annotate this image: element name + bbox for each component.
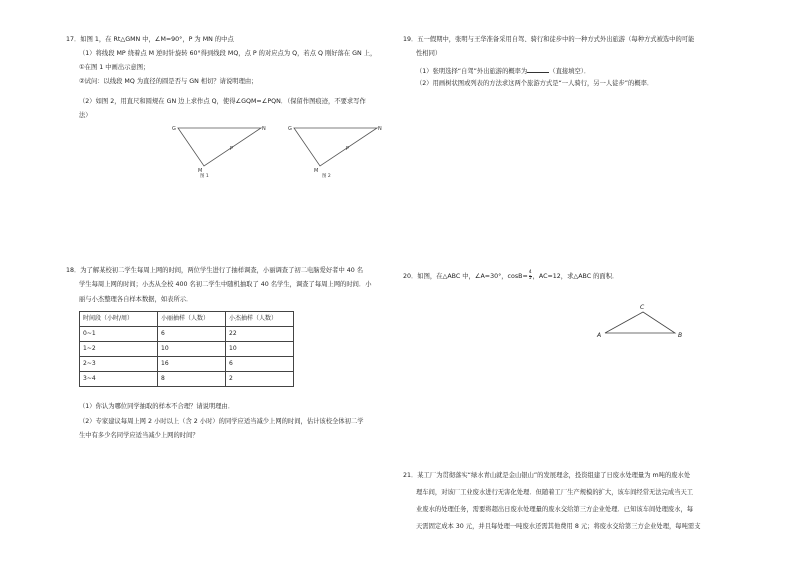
q18-line-3: 丽与小杰整理各自样本数据，如表所示． (79, 296, 193, 303)
q20-text: 20．如图，在△ABC 中，∠A=30°，cosB= (403, 273, 528, 281)
q19-sub-1-text: （1）张明选择“自驾”外出旅游的概率为 (416, 68, 528, 75)
table-row (80, 327, 294, 342)
q21-line-2: 理车间，对该厂工业废水进行无害化处理．但随着工厂生产规模的扩大，该车间经常无法完成当天工 (416, 489, 694, 496)
fraction-numerator: 4 (528, 270, 532, 275)
table-cell: 8 (158, 372, 226, 387)
q17-line-5: （2）如图 2，用直尺和圆规在 GN 边上求作点 Q，使得∠GQM=∠PQN．（保留作图痕迹，不要求写作 (79, 98, 366, 105)
q17-line-6: 法） (79, 112, 92, 119)
q20-line-1 (403, 271, 618, 281)
q17-figure-1 (168, 122, 268, 178)
table-header-cell: 时间段（小时/周） (80, 312, 158, 327)
q19-sub-1 (416, 67, 590, 75)
triangle-label-a: A (597, 332, 602, 339)
fig2-label-g: G (288, 126, 292, 132)
q21-line-3: 业废水的处理任务，需要将超出日废水处理量的废水交给第三方企业处理．已知该车间处理废水，每 (416, 506, 694, 513)
fig1-label-p: P (230, 146, 234, 152)
fig1-label-m: M (198, 168, 203, 174)
q18-sub-2b: 生中有多少名同学应适当减少上网的时间？ (79, 432, 199, 439)
fraction-denominator: 5 (528, 275, 532, 281)
table-row (80, 372, 294, 387)
table-cell: 2~3 (80, 357, 158, 372)
table-cell: 16 (158, 357, 226, 372)
q17-line-2: （1）将线段 MP 绕着点 M 逆时针旋转 60°得到线段 MQ，点 P 的对应点为 Q，若点 Q 刚好落在 GN 上， (79, 50, 377, 57)
table-row (80, 342, 294, 357)
table-header-cell: 小杰抽样（人数） (226, 312, 294, 327)
fig2-caption: 图 2 (322, 174, 331, 178)
right-column (397, 0, 794, 562)
fig2-label-p: P (346, 146, 350, 152)
table-cell: 2 (226, 372, 294, 387)
q17-figure-2 (284, 122, 384, 178)
table-cell: 10 (226, 342, 294, 357)
table-header-cell: 小丽抽样（人数） (158, 312, 226, 327)
q19-sub-1-suffix: （直接填空）． (549, 68, 591, 75)
q18-line-2: 学生每周上网的时间；小杰从全校 400 名初二学生中随机抽取了 40 名学生，调查了每周上网的时间．小 (79, 281, 372, 288)
table-cell: 0~1 (80, 327, 158, 342)
table-cell: 3~4 (80, 372, 158, 387)
q19-line-2: 性相同） (416, 50, 442, 57)
fig1-label-n: N (262, 126, 266, 132)
q21-line-4: 天需固定成本 30 元，并且每处理一吨废水还需其他费用 8 元；将废水交给第三方企业处理，每吨需支 (416, 523, 701, 530)
triangle-label-c: C (640, 304, 645, 311)
triangle-label-b: B (678, 332, 683, 339)
answer-blank (527, 67, 549, 73)
q20-triangle-figure (595, 301, 690, 341)
table-row (80, 357, 294, 372)
table-cell: 1~2 (80, 342, 158, 357)
table-cell: 22 (226, 327, 294, 342)
q19-line-1: 19．五一假期中，张明与王华准备采用自驾、骑行和徒步中的一种方式外出旅游（每种方式被选中的可能 (403, 36, 695, 43)
fig2-label-m: M (314, 168, 319, 174)
table-cell: 6 (158, 327, 226, 342)
q20-fraction (529, 271, 532, 281)
q17-line-1: 17．如图 1，在 Rt△GMN 中，∠M=90°，P 为 MN 的中点 (66, 36, 234, 43)
q17-line-4: ②试问：以线段 MQ 为直径的圆是否与 GN 相切？请说明理由； (79, 78, 258, 85)
fig1-caption: 图 1 (200, 174, 209, 178)
q21-line-1: 21．某工厂为贯彻落实“绿水青山就是金山银山”的发展理念，投资组建了日废水处理量为 m吨的废水处 (403, 472, 691, 479)
q20-text-end: ，AC=12，求△ABC 的面积． (532, 273, 619, 281)
q18-frequency-table (79, 311, 294, 387)
fig2-label-n: N (378, 126, 382, 132)
q18-sub-2a: （2）专家建议每周上网 2 小时以上（含 2 小时）的同学应适当减少上网的时间，估计该校全体初二学 (79, 418, 364, 425)
q17-line-3: ①在图 1 中画出示意图； (79, 64, 150, 71)
q18-line-1: 18．为了解某校初二学生每周上网的时间，两位学生进行了抽样调查，小丽调查了初二电脑爱好者中 40 名 (66, 267, 364, 274)
table-cell: 10 (158, 342, 226, 357)
q19-sub-2: （2）用画树状图或列表的方法求这两个旅游方式是“一人骑行，另一人徒步”的概率． (416, 80, 654, 87)
q18-sub-1: （1）你认为哪位同学抽取的样本不合理？请说明理由． (79, 403, 235, 410)
fig1-label-g: G (172, 126, 176, 132)
table-cell: 6 (226, 357, 294, 372)
table-header-row (80, 312, 294, 327)
